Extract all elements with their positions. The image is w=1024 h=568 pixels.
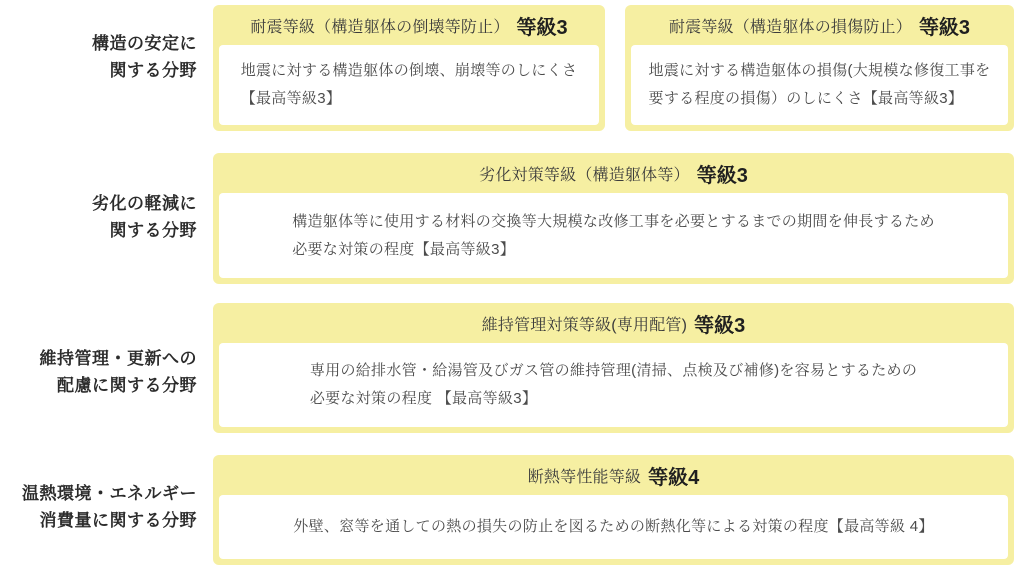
category-label-line: 劣化の軽減に — [92, 194, 197, 213]
grade-title: 耐震等級（構造躯体の倒壊等防止） — [250, 18, 510, 36]
grade-description: 構造躯体等に使用する材料の交換等大規模な改修工事を必要とするまでの期間を伸長するため 必要な対策の程度【最高等級3】 — [292, 212, 935, 258]
grade-box-header — [213, 455, 1014, 495]
grade-title: 維持管理対策等級(専用配管) — [481, 316, 688, 334]
category-label-line: 配慮に関する分野 — [57, 376, 197, 395]
category-label-structural-stability — [0, 30, 197, 84]
box-seismic-damage-prevention — [625, 5, 1014, 131]
category-label-maintenance-consideration — [0, 345, 197, 399]
box-deterioration-measures — [213, 153, 1014, 284]
category-label-line: 維持管理・更新への — [39, 349, 197, 368]
grade-title: 劣化対策等級（構造躯体等） — [479, 166, 690, 184]
grade-box-body — [219, 45, 599, 125]
grade-description: 外壁、窓等を通しての熱の損失の防止を図るための断熱化等による対策の程度【最高等級 4】 — [293, 518, 934, 535]
category-label-deterioration-reduction — [0, 190, 197, 244]
grade-description: 地震に対する構造躯体の倒壊、崩壊等のしにくさ 【最高等級3】 — [240, 62, 578, 107]
box-maintenance-measures — [213, 303, 1014, 433]
grade-description: 専用の給排水管・給湯管及びガス管の維持管理(清掃、点検及び補修)を容易とするための 必要な対策の程度 【最高等級3】 — [309, 362, 918, 407]
grade-box-body — [219, 495, 1008, 559]
category-label-line: 関する分野 — [109, 61, 197, 80]
grade-box-header — [625, 5, 1014, 45]
category-label-thermal-energy — [0, 480, 197, 534]
category-label-line: 消費量に関する分野 — [39, 511, 197, 530]
grade-box-header — [213, 153, 1014, 193]
grade-value: 等級3 — [696, 164, 748, 187]
grade-title: 耐震等級（構造躯体の損傷防止） — [668, 18, 912, 36]
grade-value: 等級3 — [918, 16, 971, 39]
grade-description: 地震に対する構造躯体の損傷(大規模な修復工事を 要する程度の損傷）のしにくさ【最高等級3】 — [648, 62, 991, 107]
grade-box-header — [213, 5, 605, 45]
box-insulation-performance — [213, 455, 1014, 565]
category-label-line: 関する分野 — [109, 221, 197, 240]
grade-title: 断熱等性能等級 — [527, 468, 642, 486]
grade-box-header — [213, 303, 1014, 343]
grade-value: 等級4 — [648, 466, 700, 489]
grade-value: 等級3 — [694, 314, 746, 337]
box-seismic-collapse-prevention — [213, 5, 605, 131]
category-label-line: 温熱環境・エネルギー — [22, 484, 197, 503]
grade-value: 等級3 — [516, 16, 568, 39]
category-label-line: 構造の安定に — [92, 34, 197, 53]
grade-box-body — [219, 343, 1008, 427]
grade-box-body — [219, 193, 1008, 278]
grade-box-body — [631, 45, 1008, 125]
